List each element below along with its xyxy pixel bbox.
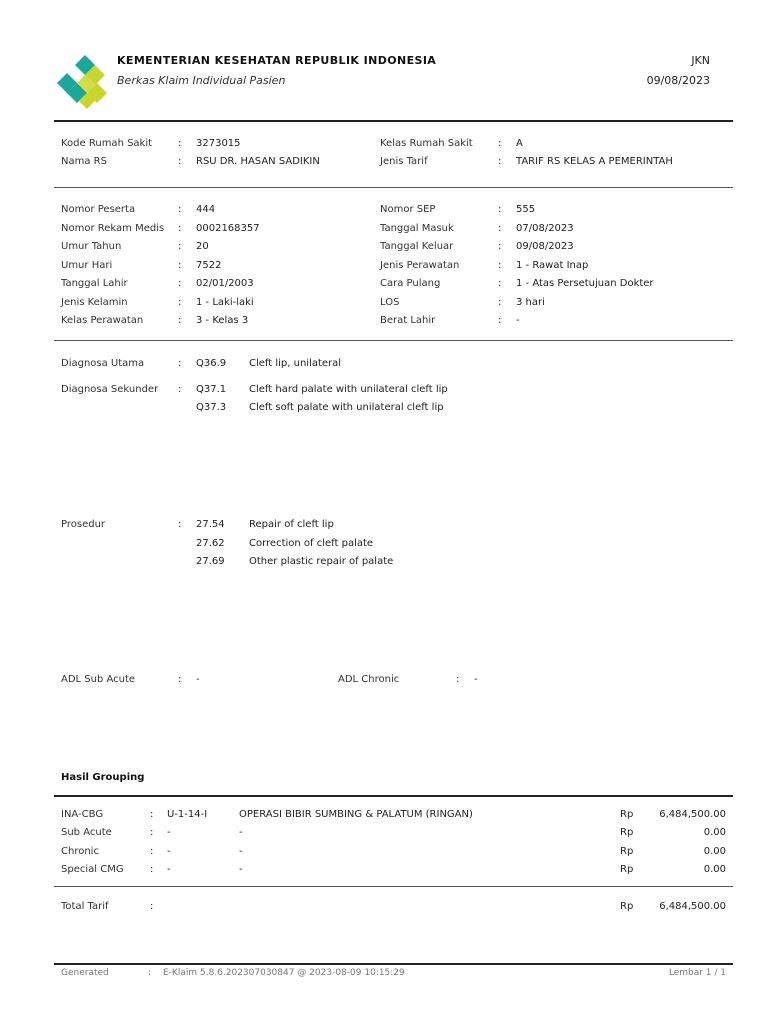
generated-value: E-Klaim 5.8.6.202307030847 @ 2023-08-09 10:15:29	[163, 968, 405, 978]
total-currency: Rp	[620, 901, 634, 912]
separator: :	[178, 519, 182, 530]
separator: :	[148, 968, 152, 978]
diagnosis-code: Q37.3	[196, 402, 227, 413]
separator: :	[178, 674, 182, 685]
grouping-row-description: OPERASI BIBIR SUMBING & PALATUM (RINGAN)	[239, 809, 473, 820]
hospital-class-label: Kelas Rumah Sakit	[380, 138, 473, 149]
separator: :	[178, 358, 182, 369]
separator: :	[178, 204, 182, 215]
patient-field-label: Jenis Kelamin	[61, 296, 128, 308]
section-divider	[54, 340, 733, 341]
adl-sub-acute-value: -	[196, 674, 200, 685]
procedure-label: Prosedur	[61, 519, 106, 530]
separator: :	[498, 138, 502, 149]
primary-diagnosis-label: Diagnosa Utama	[61, 358, 145, 369]
patient-field-label: Umur Tahun	[61, 241, 122, 252]
grouping-row-currency: Rp	[620, 845, 634, 857]
adl-sub-acute-label: ADL Sub Acute	[61, 674, 136, 685]
separator: :	[498, 222, 502, 234]
hospital-class-value: A	[516, 138, 523, 149]
grouping-row-currency: Rp	[620, 827, 634, 839]
procedure-description: Repair of cleft lip	[249, 519, 334, 530]
grouping-row-amount: 6,484,500.00	[659, 809, 726, 820]
admission-field-label: Tanggal Masuk	[380, 222, 454, 234]
patient-field-value: 20	[196, 241, 209, 252]
separator: :	[498, 259, 502, 271]
admission-field-value: 1 - Rawat Inap	[516, 259, 589, 271]
diagnosis-code: Q36.9	[196, 358, 227, 369]
procedure-code: 27.62	[196, 538, 225, 549]
program-label: JKN	[691, 54, 710, 67]
diagnosis-description: Cleft soft palate with unilateral cleft lip	[249, 402, 444, 413]
hospital-code-value: 3273015	[196, 138, 241, 149]
grouping-row-currency: Rp	[620, 809, 634, 820]
admission-field-value: 3 hari	[516, 296, 545, 308]
separator: :	[178, 222, 182, 234]
grouping-row-label: Special CMG	[61, 863, 124, 875]
diagnosis-description: Cleft hard palate with unilateral cleft lip	[249, 384, 448, 395]
tariff-type-label: Jenis Tarif	[380, 156, 428, 167]
separator: :	[178, 296, 182, 308]
procedure-code: 27.54	[196, 519, 225, 530]
patient-field-label: Nomor Rekam Medis	[61, 222, 165, 234]
generated-label: Generated	[61, 968, 109, 978]
grouping-divider	[54, 795, 733, 797]
procedure-code: 27.69	[196, 556, 225, 567]
grouping-row-code: -	[167, 845, 171, 857]
header-divider	[54, 120, 733, 122]
grouping-row-code: -	[167, 863, 171, 875]
patient-field-label: Tanggal Lahir	[61, 278, 128, 289]
admission-field-label: LOS	[380, 296, 400, 308]
tariff-type-value: TARIF RS KELAS A PEMERINTAH	[516, 156, 673, 167]
separator: :	[178, 259, 182, 271]
separator: :	[178, 278, 182, 289]
diagnosis-code: Q37.1	[196, 384, 227, 395]
grouping-row-label: Chronic	[61, 845, 99, 857]
hospital-name-value: RSU DR. HASAN SADIKIN	[196, 156, 320, 167]
separator: :	[498, 278, 502, 289]
admission-field-value: -	[516, 315, 520, 326]
patient-field-value: 02/01/2003	[196, 278, 254, 289]
document-subtitle: Berkas Klaim Individual Pasien	[117, 74, 286, 87]
adl-chronic-label: ADL Chronic	[338, 674, 400, 685]
footer-divider	[54, 963, 733, 965]
grouping-title: Hasil Grouping	[61, 772, 145, 783]
secondary-diagnosis-label: Diagnosa Sekunder	[61, 384, 159, 395]
patient-field-label: Kelas Perawatan	[61, 315, 144, 326]
grouping-row-description: -	[239, 827, 243, 839]
separator: :	[178, 138, 182, 149]
separator: :	[178, 315, 182, 326]
total-amount: 6,484,500.00	[659, 901, 726, 912]
total-tariff-label: Total Tarif	[61, 901, 109, 912]
admission-field-label: Nomor SEP	[380, 204, 436, 215]
diagnosis-description: Cleft lip, unilateral	[249, 358, 342, 369]
grouping-row-amount: 0.00	[703, 845, 726, 857]
separator: :	[150, 827, 154, 839]
patient-field-label: Nomor Peserta	[61, 204, 136, 215]
admission-field-value: 555	[516, 204, 536, 215]
grouping-row-label: INA-CBG	[61, 809, 104, 820]
grouping-row-label: Sub Acute	[61, 827, 112, 839]
grouping-row-code: U-1-14-I	[167, 809, 208, 820]
patient-field-label: Umur Hari	[61, 259, 113, 271]
patient-field-value: 7522	[196, 259, 222, 271]
section-divider	[54, 886, 733, 887]
admission-field-label: Berat Lahir	[380, 315, 436, 326]
grouping-row-currency: Rp	[620, 863, 634, 875]
grouping-row-amount: 0.00	[703, 863, 726, 875]
admission-field-value: 1 - Atas Persetujuan Dokter	[516, 278, 654, 289]
separator: :	[150, 809, 154, 820]
patient-field-value: 1 - Laki-laki	[196, 296, 254, 308]
separator: :	[498, 156, 502, 167]
separator: :	[498, 296, 502, 308]
admission-field-value: 09/08/2023	[516, 241, 574, 252]
ministry-title: KEMENTERIAN KESEHATAN REPUBLIK INDONESIA	[117, 54, 437, 67]
admission-field-label: Jenis Perawatan	[380, 259, 460, 271]
separator: :	[150, 845, 154, 857]
admission-field-label: Tanggal Keluar	[380, 241, 454, 252]
separator: :	[178, 156, 182, 167]
separator: :	[456, 674, 460, 685]
patient-field-value: 444	[196, 204, 216, 215]
grouping-row-description: -	[239, 845, 243, 857]
procedure-description: Correction of cleft palate	[249, 538, 374, 549]
separator: :	[150, 901, 154, 912]
section-divider	[54, 187, 733, 188]
kemenkes-logo-icon	[55, 53, 109, 111]
procedure-description: Other plastic repair of palate	[249, 556, 394, 567]
separator: :	[498, 315, 502, 326]
patient-field-value: 0002168357	[196, 222, 260, 234]
grouping-row-code: -	[167, 827, 171, 839]
separator: :	[178, 384, 182, 395]
separator: :	[498, 241, 502, 252]
grouping-row-amount: 0.00	[703, 827, 726, 839]
separator: :	[498, 204, 502, 215]
admission-field-label: Cara Pulang	[380, 278, 441, 289]
hospital-code-label: Kode Rumah Sakit	[61, 138, 153, 149]
document-date: 09/08/2023	[646, 74, 710, 87]
hospital-name-label: Nama RS	[61, 156, 107, 167]
page-number: Lembar 1 / 1	[668, 968, 726, 978]
separator: :	[150, 863, 154, 875]
separator: :	[178, 241, 182, 252]
grouping-row-description: -	[239, 863, 243, 875]
patient-field-value: 3 - Kelas 3	[196, 315, 249, 326]
admission-field-value: 07/08/2023	[516, 222, 574, 234]
adl-chronic-value: -	[474, 674, 478, 685]
